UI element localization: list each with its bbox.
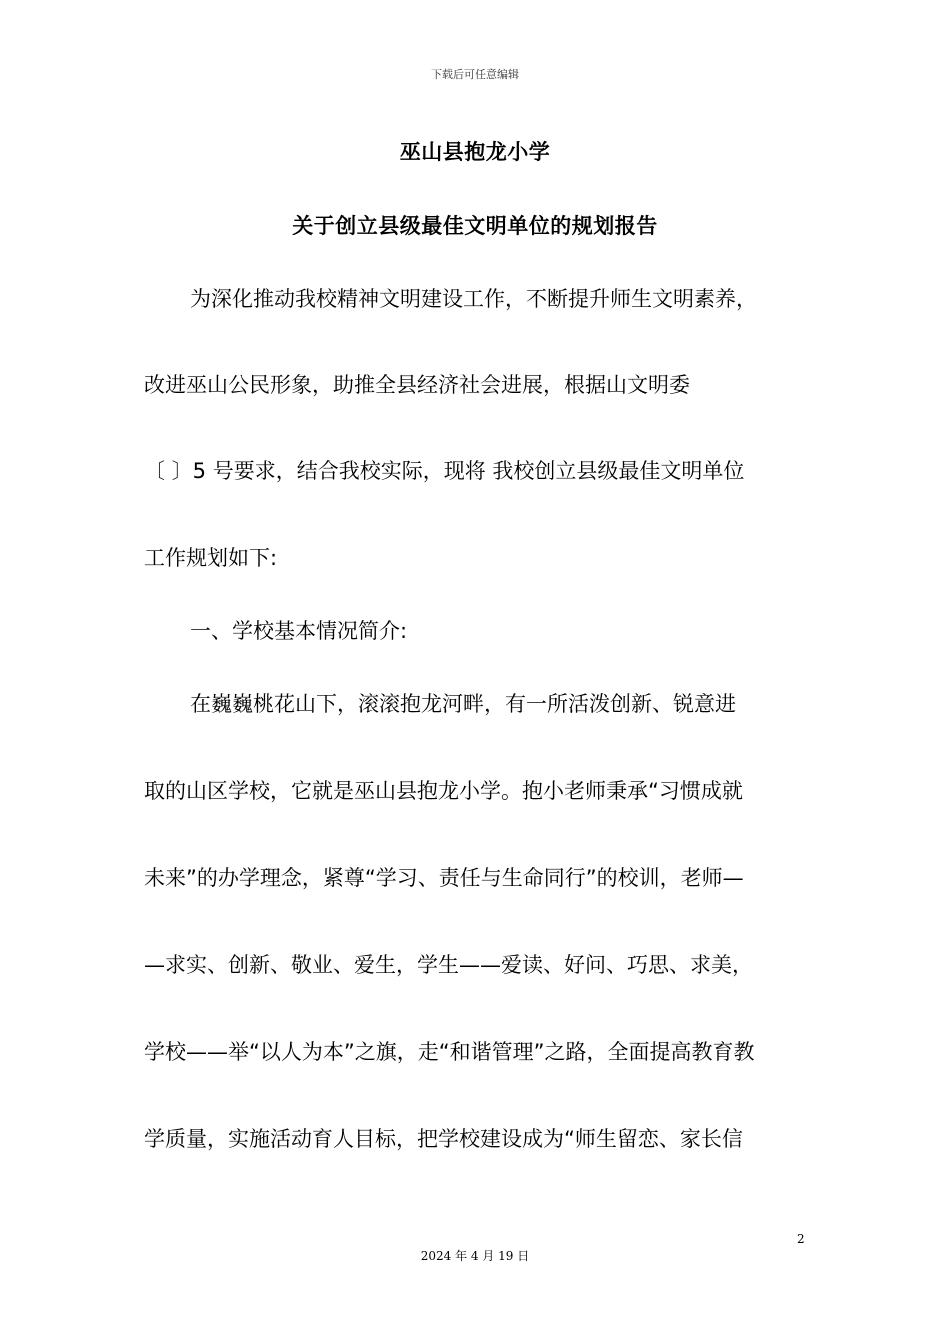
paragraph-line: —求实、创新、敬业、爱生，学生——爱读、好问、巧思、求美， [144, 953, 753, 977]
paragraph-line: 改进巫山公民形象，助推全县经济社会进展，根据山文明委 [144, 373, 690, 397]
document-title-report: 关于创立县级最佳文明单位的规划报告 [292, 214, 658, 238]
document-title-school: 巫山县抱龙小学 [399, 140, 551, 164]
header-note: 下载后可任意编辑 [431, 68, 519, 81]
paragraph-line: 〔 〕5 号要求，结合我校实际，现将 我校创立县级最佳文明单位 [144, 459, 745, 483]
paragraph-line: 在巍巍桃花山下，滚滚抱龙河畔，有一所活泼创新、锐意进 [190, 692, 736, 716]
paragraph-line: 为深化推动我校精神文明建设工作，不断提升师生文明素养， [190, 287, 757, 311]
paragraph-line: 工作规划如下: [144, 546, 278, 570]
paragraph-line: 取的山区学校，它就是巫山县抱龙小学。抱小老师秉承“习惯成就 [144, 779, 743, 803]
section-heading: 一、学校基本情况简介: [190, 619, 408, 643]
paragraph-line: 未来”的办学理念，紧尊“学习、责任与生命同行”的校训，老师— [144, 866, 744, 890]
footer-date: 2024 年 4 月 19 日 [420, 1249, 530, 1263]
paragraph-line: 学质量，实施活动育人目标，把学校建设成为“师生留恋、家长信 [144, 1127, 743, 1151]
page-number: 2 [797, 1232, 805, 1246]
paragraph-line: 学校——举“以人为本”之旗，走“和谐管理”之路，全面提高教育教 [144, 1040, 755, 1064]
